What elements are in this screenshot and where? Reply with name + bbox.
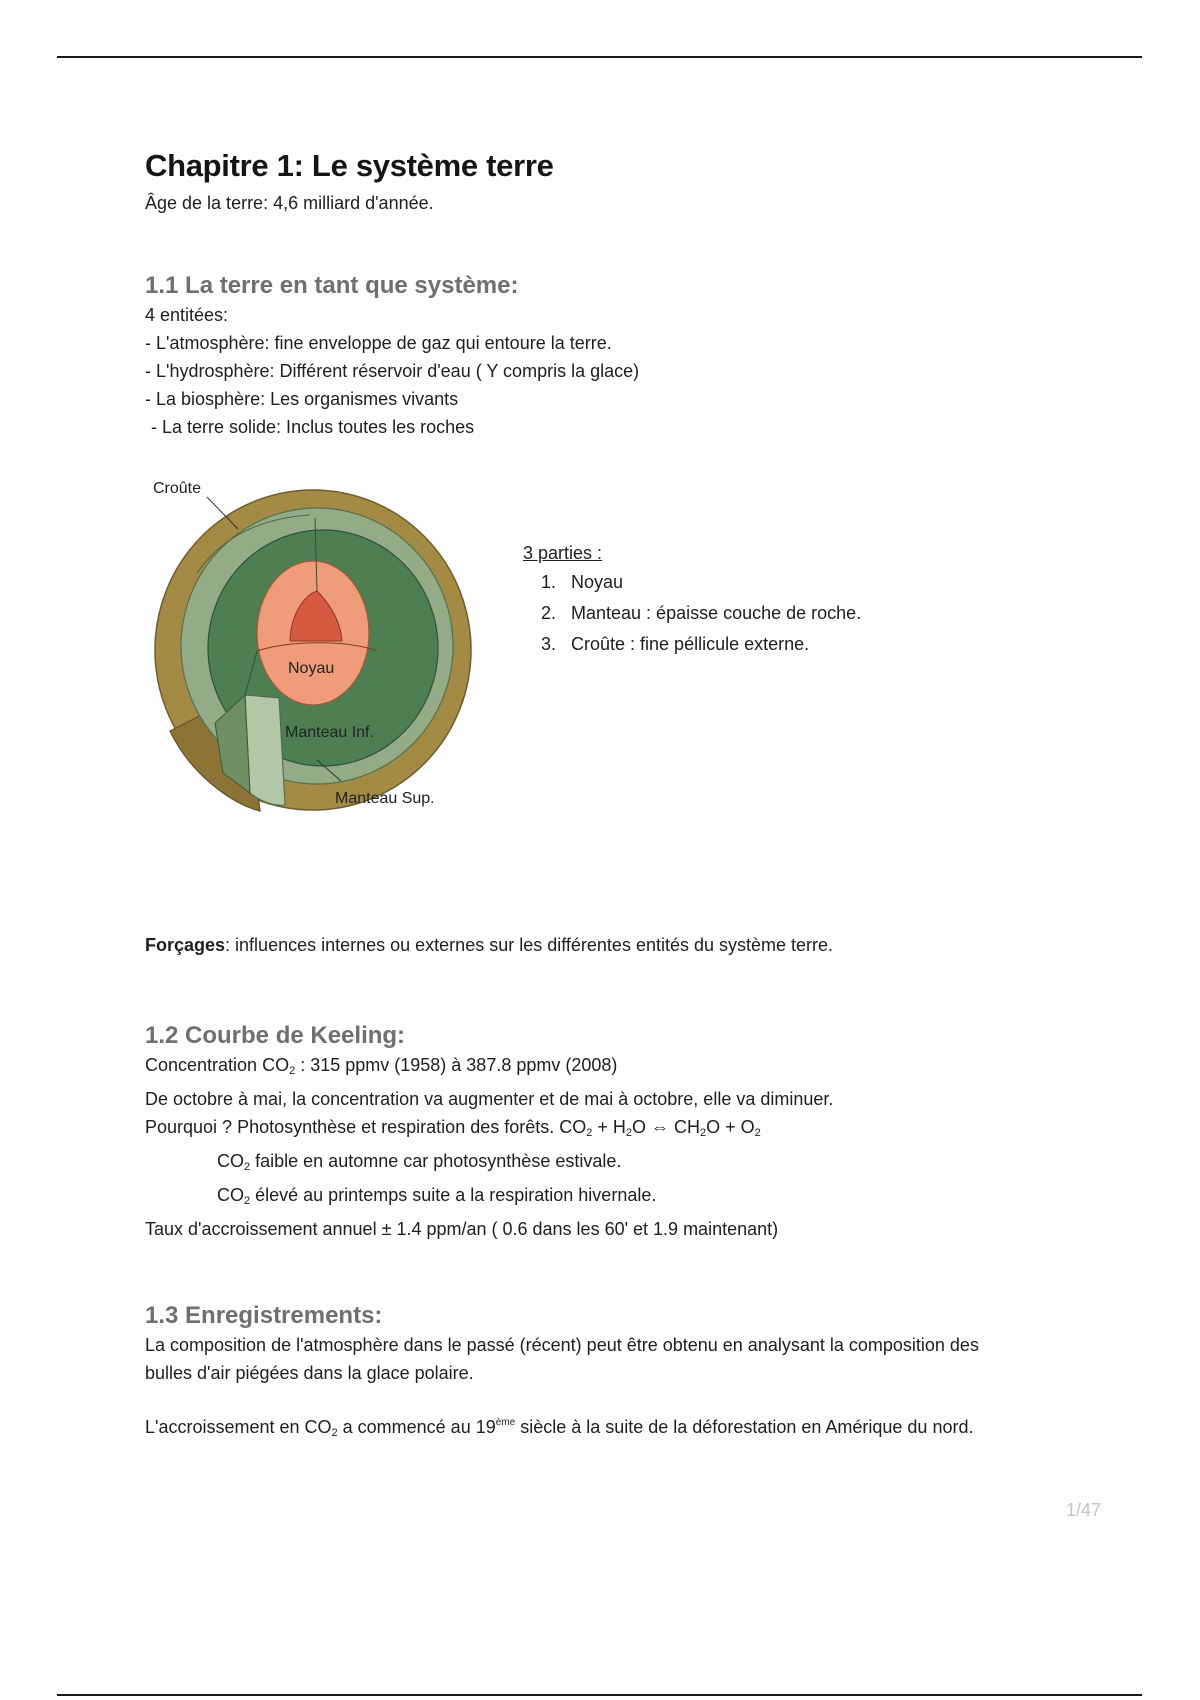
bottom-rule [57,1694,1142,1696]
entity-item-atmosphere: - L'atmosphère: fine enveloppe de gaz qui entoure la terre. [145,333,612,353]
chapter-title: Chapitre 1: Le système terre [145,148,554,183]
co2-low-autumn: $CO_2$ faible en automne car photosynthèse estivale. [217,1151,622,1173]
section-heading-1-1: 1.1 La terre en tant que système: [145,272,519,299]
earth-structure-figure [145,473,1105,893]
earth-age-text: Âge de la terre: 4,6 milliard d'année. [145,193,434,213]
entity-item-hydrosphere: - L'hydrosphère: Différent réservoir d'eau ( Y compris la glace) [145,361,640,381]
forcages-definition [145,931,1105,959]
page-content [145,148,1105,1447]
co2-increase-history: L'accroissement en $CO_2$ a commencé au 19ème siècle à la suite de la déforestation en Amérique du nord. [145,1417,974,1439]
crust-label: Croûte [153,480,202,497]
entity-item-biosphere: - La biosphère: Les organismes vivants [145,389,459,409]
entity-item-solid-earth: - La terre solide: Inclus toutes les roches [151,417,475,437]
upper-mantle-label: Manteau Sup. [335,790,435,807]
forcages-text: : influences internes ou externes sur les différentes entités du système terre. [225,935,834,955]
records-paragraph-line-2: bulles d'air piégées dans la glace polaire. [145,1363,474,1383]
section-heading-1-2: 1.2 Courbe de Keeling: [145,1022,406,1049]
part-item-core: 1. Noyau [561,567,861,598]
earth-cutaway-diagram [145,473,485,833]
seasonal-variation: De octobre à mai, la concentration va augmenter et de mai à octobre, elle va diminuer. [145,1089,834,1109]
part-item-crust: 3. Croûte : fine péllicule externe. [561,629,861,660]
core-label: Noyau [288,660,335,677]
annual-growth-rate: Taux d'accroissement annuel ± 1.4 ppm/an ( 0.6 dans les 60' et 1.9 maintenant) [145,1219,779,1239]
part-item-mantle: 2. Manteau : épaisse couche de roche. [561,598,861,629]
records-paragraph-line-1: La composition de l'atmosphère dans le passé (récent) peut être obtenu en analysant la composition des [145,1335,979,1355]
layer-parts-list [523,539,861,660]
page-number: 1/47 [1066,1500,1102,1520]
photosynthesis-reason: Pourquoi ? Photosynthèse et respiration des forêts. $CO_2 + H_2O$ ⇔ $CH_2O + O_2$ [145,1117,761,1139]
co2-concentration: Concentration $CO_2$ : 315 ppmv (1958) à 387.8 ppmv (2008) [145,1055,618,1077]
section-heading-1-3: 1.3 Enregistrements: [145,1302,383,1329]
entities-intro: 4 entitées: [145,305,229,325]
parts-title: 3 parties : [523,543,603,563]
top-rule [57,56,1142,58]
forcages-term: Forçages [145,935,226,955]
co2-high-spring: $CO_2$ élevé au printemps suite a la respiration hivernale. [217,1185,657,1207]
lower-mantle-label: Manteau Inf. [285,724,374,741]
